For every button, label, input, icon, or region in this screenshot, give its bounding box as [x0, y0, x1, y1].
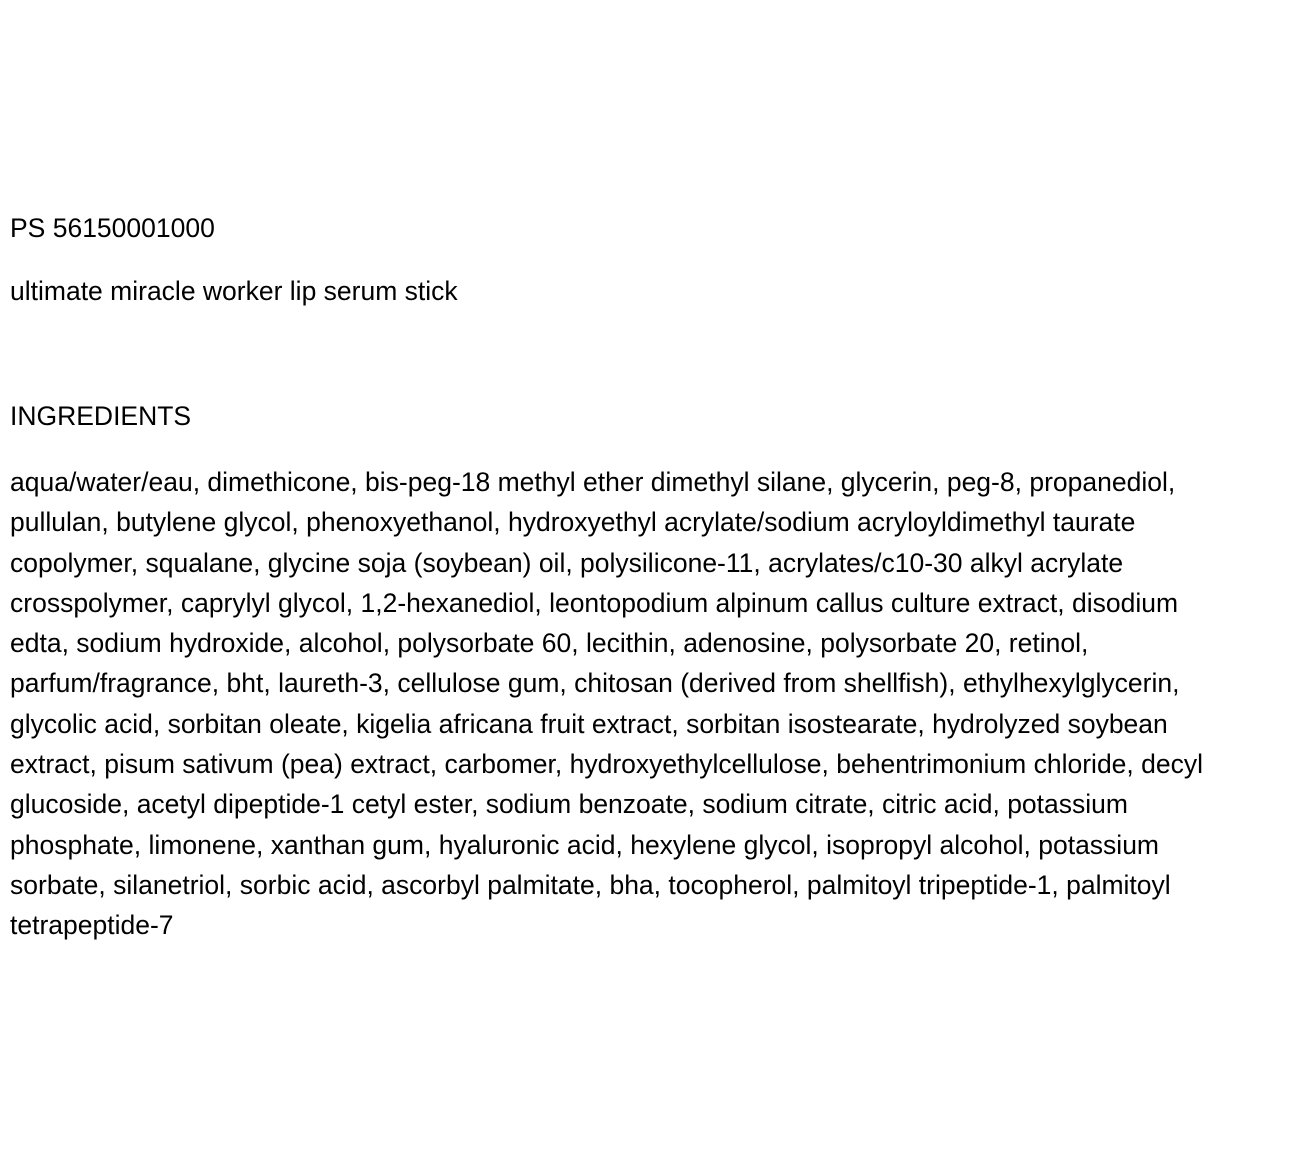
- product-code: PS 56150001000: [10, 213, 215, 243]
- ingredients-line: pullulan, butylene glycol, phenoxyethanol, hydroxyethyl acrylate/sodium acryloyldimethyl taurate: [10, 507, 1136, 538]
- product-name: ultimate miracle worker lip serum stick: [10, 276, 458, 306]
- ingredients-line: edta, sodium hydroxide, alcohol, polysorbate 60, lecithin, adenosine, polysorbate 20, retinol,: [10, 628, 1089, 659]
- ingredients-line: glucoside, acetyl dipeptide-1 cetyl ester, sodium benzoate, sodium citrate, citric acid, potassium: [10, 789, 1128, 820]
- ingredients-line: sorbate, silanetriol, sorbic acid, ascorbyl palmitate, bha, tocopherol, palmitoyl tripeptide-1, palmitoyl: [10, 869, 1171, 900]
- ingredients-line: copolymer, squalane, glycine soja (soybean) oil, polysilicone-11, acrylates/c10-30 alkyl acrylate: [10, 547, 1124, 578]
- ingredients-line: tetrapeptide-7: [10, 910, 174, 941]
- ingredients-line: glycolic acid, sorbitan oleate, kigelia africana fruit extract, sorbitan isostearate, hydrolyzed soybean: [10, 708, 1168, 739]
- ingredients-line: extract, pisum sativum (pea) extract, carbomer, hydroxyethylcellulose, behentrimonium chloride, decyl: [10, 749, 1204, 780]
- ingredients-line: parfum/fragrance, bht, laureth-3, cellulose gum, chitosan (derived from shellfish), ethylhexylglycerin,: [10, 668, 1180, 699]
- ingredients-list: [10, 462, 1203, 946]
- ingredients-heading: INGREDIENTS: [10, 401, 192, 431]
- ingredients-line: aqua/water/eau, dimethicone, bis-peg-18 methyl ether dimethyl silane, glycerin, peg-8, propanediol,: [10, 467, 1176, 497]
- ingredients-line: crosspolymer, caprylyl glycol, 1,2-hexanediol, leontopodium alpinum callus culture extract, disodium: [10, 587, 1179, 618]
- ingredients-line: phosphate, limonene, xanthan gum, hyaluronic acid, hexylene glycol, isopropyl alcohol, potassium: [10, 829, 1160, 860]
